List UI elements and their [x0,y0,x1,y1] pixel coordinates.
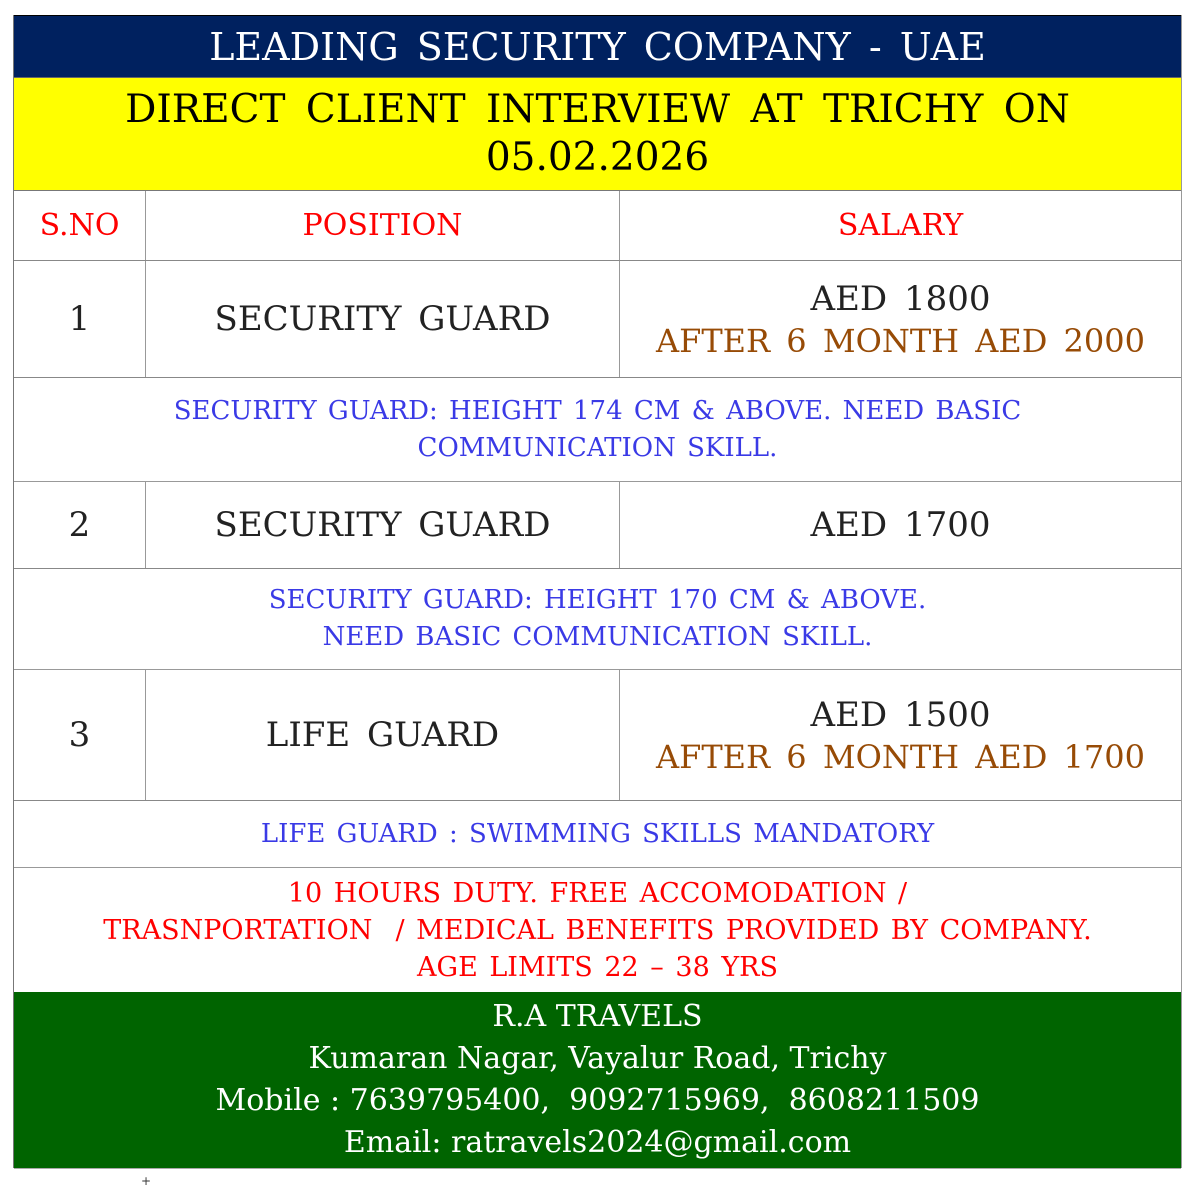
job-poster [13,15,1182,1168]
row-salary [620,482,1181,568]
table-row [14,261,1181,378]
benefits-line-1: 10 HOURS DUTY. FREE ACCOMODATION / [287,877,908,909]
row-salary [620,670,1181,800]
interview-line-1: DIRECT CLIENT INTERVIEW AT TRICHY ON [125,87,1070,132]
note-line-2: NEED BASIC COMMUNICATION SKILL. [322,622,873,652]
row-position: LIFE GUARD [146,670,620,800]
agency-email: Email: ratravels2024@gmail.com [343,1125,852,1160]
note-line-1: SECURITY GUARD: HEIGHT 170 CM & ABOVE. [268,585,927,615]
salary-amount: AED 1700 [810,505,991,545]
company-header [14,15,1181,77]
agency-name: R.A TRAVELS [492,999,703,1034]
note-line-1: LIFE GUARD : SWIMMING SKILLS MANDATORY [260,818,935,849]
row-salary [620,261,1181,377]
table-header-row [14,191,1181,261]
note-line-2: COMMUNICATION SKILL. [417,432,778,463]
table-row [14,670,1181,801]
plus-mark-icon: + [141,1174,152,1188]
requirement-note [14,569,1181,670]
row-sno: 1 [14,261,146,377]
column-header-position: POSITION [146,191,620,260]
agency-mobile: Mobile : 7639795400, 9092715969, 8608211509 [215,1083,980,1118]
table-row [14,482,1181,569]
salary-after-6-months: AFTER 6 MONTH AED 1700 [656,738,1145,776]
salary-amount: AED 1500 [810,695,991,735]
agency-address: Kumaran Nagar, Vayalur Road, Trichy [308,1041,887,1076]
row-sno: 2 [14,482,146,568]
interview-date: 05.02.2026 [485,135,710,180]
age-limits: AGE LIMITS 22 – 38 YRS [417,951,778,983]
salary-after-6-months: AFTER 6 MONTH AED 2000 [656,322,1145,360]
benefits-line-2: TRASNPORTATION / MEDICAL BENEFITS PROVIDED BY COMPANY. [103,914,1092,946]
agency-contact-footer [14,992,1181,1169]
column-header-salary: SALARY [837,208,964,243]
requirement-note [14,378,1181,482]
company-title: LEADING SECURITY COMPANY - UAE [209,24,986,69]
requirement-note [14,801,1181,868]
salary-amount: AED 1800 [810,279,991,319]
row-sno: 3 [14,670,146,800]
note-line-1: SECURITY GUARD: HEIGHT 174 CM & ABOVE. NEED BASIC [173,395,1022,426]
row-position: SECURITY GUARD [146,261,620,377]
row-position: SECURITY GUARD [146,482,620,568]
column-header-sno: S.NO [14,191,146,260]
benefits-section [14,868,1181,992]
interview-banner [14,77,1181,191]
